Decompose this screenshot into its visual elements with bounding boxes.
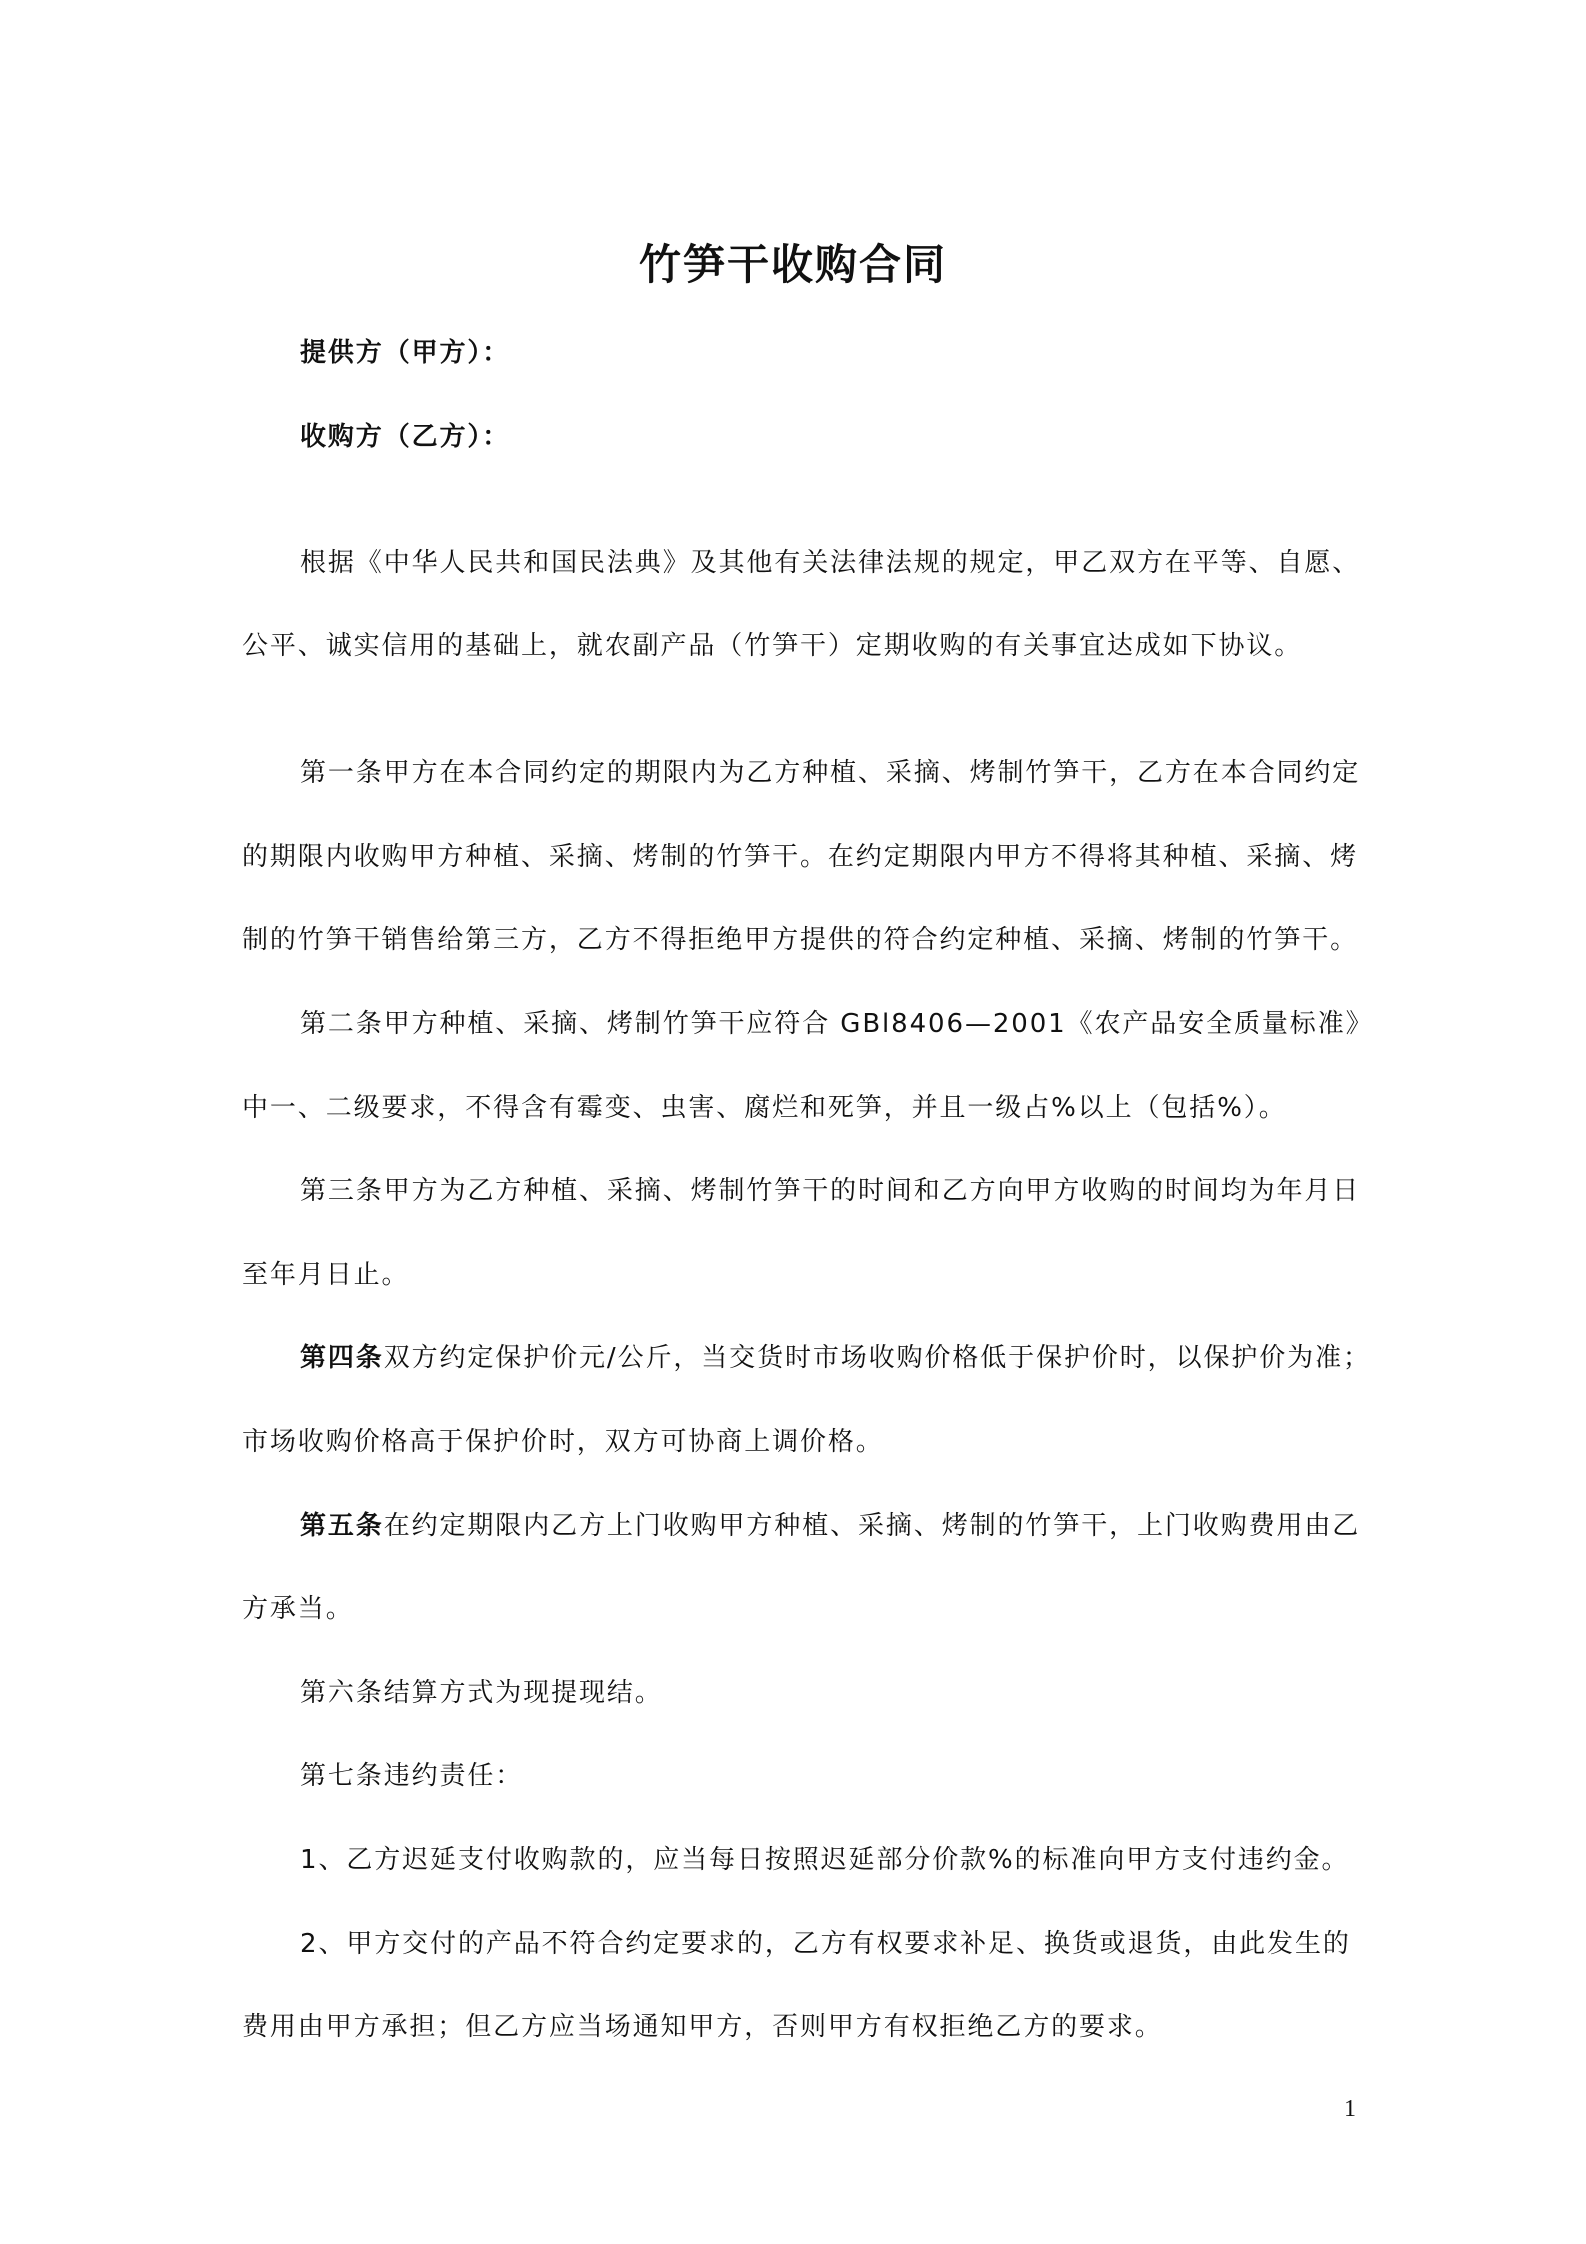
article-7-heading: 第七条违约责任：	[300, 1761, 524, 1791]
party-b-label: 收购方（乙方）：	[300, 422, 511, 452]
document-title: 竹笋干收购合同	[638, 240, 947, 289]
article-5-prefix: 第五条	[300, 1511, 384, 1541]
article-7-item-1: 1、乙方迟延支付收购款的，应当每日按照迟延部分价款%的标准向甲方支付违约金。	[300, 1845, 1350, 1875]
article-1-line: 的期限内收购甲方种植、采摘、烤制的竹笋干。在约定期限内甲方不得将其种植、采摘、烤	[242, 842, 1359, 872]
article-5-line	[300, 1508, 1360, 1544]
preamble-line: 根据《中华人民共和国民法典》及其他有关法律法规的规定，甲乙双方在平等、自愿、	[300, 548, 1361, 578]
article-5-text: 在约定期限内乙方上门收购甲方种植、采摘、烤制的竹笋干，上门收购费用由乙	[383, 1511, 1361, 1541]
article-4-text: 双方约定保护价元/公斤，当交货时市场收购价格低于保护价时，以保护价为准；	[383, 1343, 1371, 1373]
article-7-item-2: 费用由甲方承担；但乙方应当场通知甲方，否则甲方有权拒绝乙方的要求。	[242, 2012, 1163, 2042]
article-4-prefix: 第四条	[300, 1343, 384, 1373]
article-1-line: 第一条甲方在本合同约定的期限内为乙方种植、采摘、烤制竹笋干，乙方在本合同约定	[300, 758, 1361, 788]
page-number: 1	[1344, 2096, 1356, 2122]
preamble-line: 公平、诚实信用的基础上，就农副产品（竹笋干）定期收购的有关事宜达成如下协议。	[242, 631, 1303, 661]
article-6-line: 第六条结算方式为现提现结。	[300, 1678, 663, 1708]
article-1-line: 制的竹笋干销售给第三方，乙方不得拒绝甲方提供的符合约定种植、采摘、烤制的竹笋干。	[242, 925, 1359, 955]
article-3-line: 第三条甲方为乙方种植、采摘、烤制竹笋干的时间和乙方向甲方收购的时间均为年月日	[300, 1176, 1361, 1206]
party-a-label: 提供方（甲方）：	[300, 338, 511, 368]
article-5-line: 方承当。	[242, 1594, 354, 1624]
article-3-line: 至年月日止。	[242, 1260, 410, 1290]
article-4-line	[300, 1340, 1371, 1376]
article-2-line: 中一、二级要求，不得含有霉变、虫害、腐烂和死笋，并且一级占%以上（包括%）。	[242, 1093, 1287, 1123]
article-4-line: 市场收购价格高于保护价时，双方可协商上调价格。	[242, 1427, 884, 1457]
article-2-line: 第二条甲方种植、采摘、烤制竹笋干应符合 GBl8406—2001《农产品安全质量标准》	[300, 1009, 1374, 1039]
article-7-item-2: 2、甲方交付的产品不符合约定要求的，乙方有权要求补足、换货或退货，由此发生的	[300, 1929, 1351, 1959]
